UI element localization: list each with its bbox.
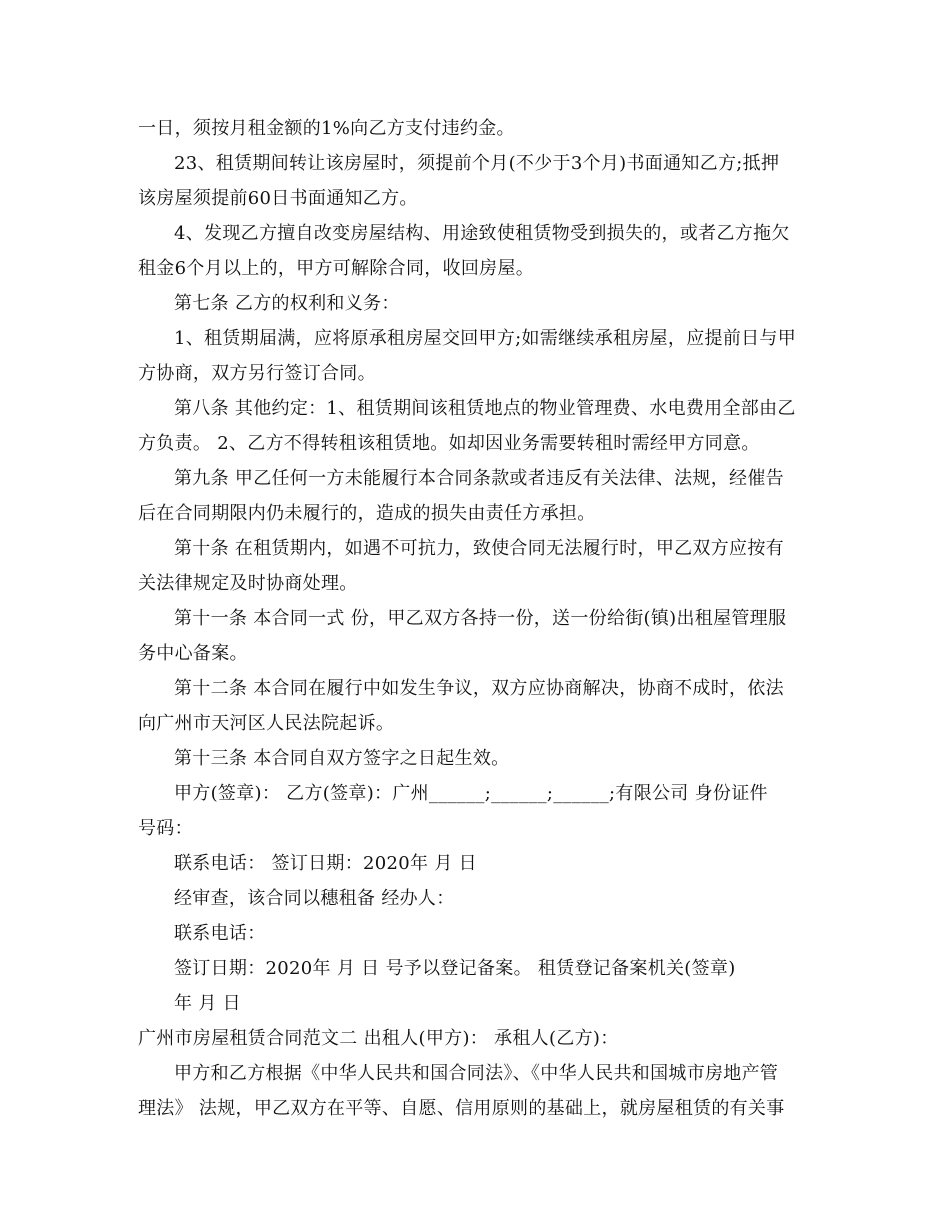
- text-line: 第十三条 本合同自双方签字之日起生效。: [174, 748, 510, 769]
- text-line: 务中心备案。: [138, 643, 248, 664]
- text-line: 关法律规定及时协商处理。: [138, 573, 358, 594]
- text-line: 第九条 甲乙任何一方未能履行本合同条款或者违反有关法律、法规，经催告: [174, 468, 784, 489]
- text-line: 广州市房屋租赁合同范文二 出租人(甲方)： 承租人(乙方)：: [138, 1028, 619, 1049]
- text-line: 一日，须按月租金额的1%向乙方支付违约金。: [138, 118, 515, 139]
- text-line: 理法》 法规，甲乙双方在平等、自愿、信用原则的基础上，就房屋租赁的有关事: [138, 1098, 785, 1119]
- text-line: 签订日期：2020年 月 日 号予以登记备案。 租赁登记备案机关(签章): [174, 958, 736, 979]
- text-line: 向广州市天河区人民法院起诉。: [138, 713, 395, 734]
- text-line: 第七条 乙方的权利和义务：: [174, 293, 400, 314]
- text-line: 第十条 在租赁期内，如遇不可抗力，致使合同无法履行时，甲乙双方应按有: [174, 538, 784, 559]
- text-line: 号码：: [138, 818, 193, 839]
- text-line: 后在合同期限内仍未履行的，造成的损失由责任方承担。: [138, 503, 596, 524]
- text-line: 该房屋须提前60日书面通知乙方。: [138, 188, 418, 209]
- text-line: 第十一条 本合同一式 份，甲乙双方各持一份，送一份给街(镇)出租屋管理服: [174, 608, 787, 629]
- text-line: 方协商，双方另行签订合同。: [138, 363, 376, 384]
- text-line: 甲方(签章)： 乙方(签章)：广州______;______;______;有限公司 身份证件: [174, 783, 768, 804]
- text-line: 年 月 日: [174, 993, 241, 1014]
- text-line: 联系电话： 签订日期：2020年 月 日: [174, 853, 477, 874]
- text-line: 联系电话：: [174, 923, 266, 944]
- text-line: 23、租赁期间转让该房屋时，须提前个月(不少于3个月)书面通知乙方;抵押: [174, 153, 780, 174]
- text-line: 方负责。 2、乙方不得转租该租赁地。如却因业务需要转租时需经甲方同意。: [138, 433, 760, 454]
- text-line: 经审查，该合同以穗租备 经办人：: [174, 888, 455, 909]
- text-line: 4、发现乙方擅自改变房屋结构、用途致使租赁物受到损失的，或者乙方拖欠: [174, 223, 790, 244]
- text-line: 第八条 其他约定：1、租赁期间该租赁地点的物业管理费、水电费用全部由乙: [174, 398, 796, 419]
- text-line: 甲方和乙方根据《中华人民共和国合同法》、《中华人民共和国城市房地产管: [174, 1063, 779, 1084]
- text-line: 租金6个月以上的，甲方可解除合同，收回房屋。: [138, 258, 535, 279]
- text-line: 第十二条 本合同在履行中如发生争议，双方应协商解决，协商不成时，依法: [174, 678, 784, 699]
- text-line: 1、租赁期届满，应将原承租房屋交回甲方;如需继续承租房屋，应提前日与甲: [174, 328, 797, 349]
